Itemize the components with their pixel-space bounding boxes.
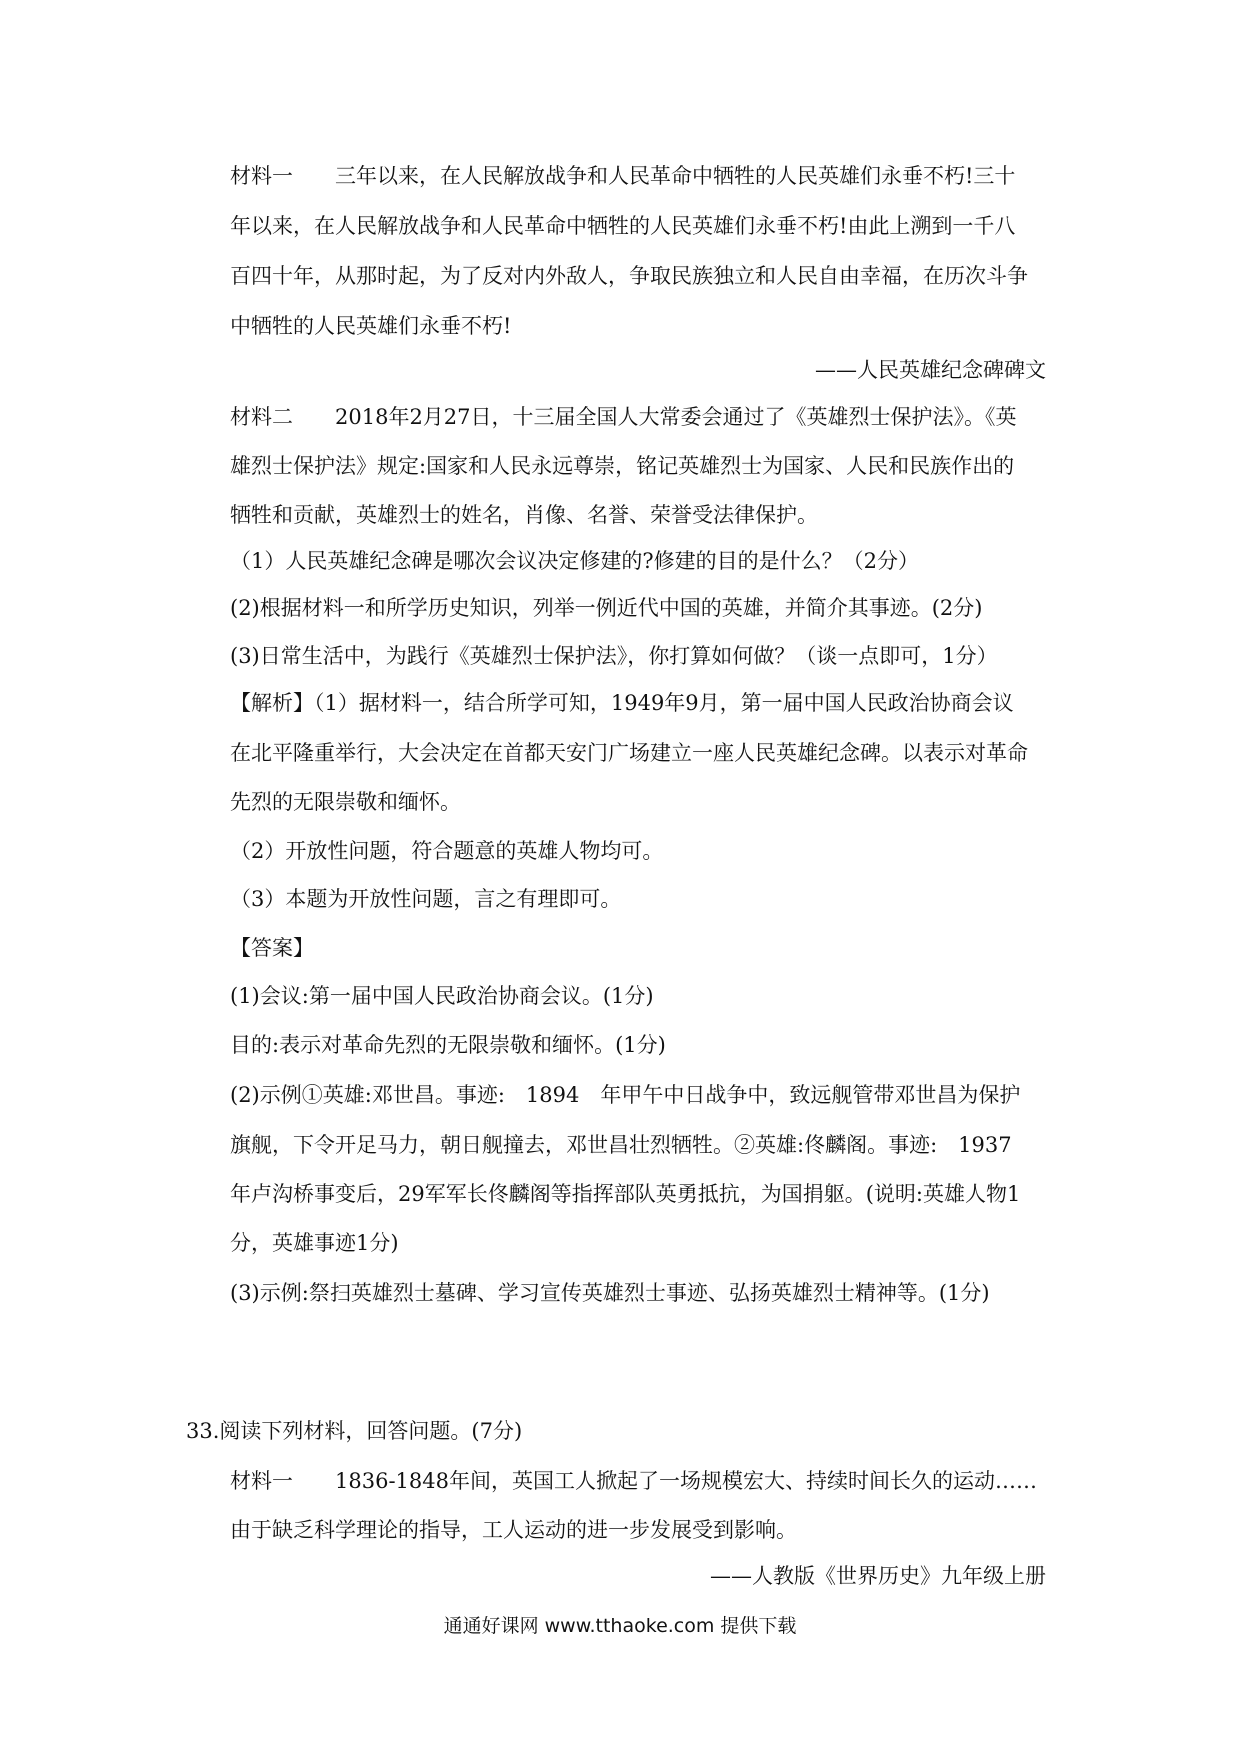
q32-answer-line-5: 年卢沟桥事变后，29军军长佟麟阁等指挥部队英勇抵抗，为国捐躯。(说明:英雄人物1: [230, 1182, 1021, 1206]
q32-answer-line-3: (2)示例①英雄:邓世昌。事迹: 1894 年甲午中日战争中，致远舰管带邓世昌为保护: [230, 1083, 1021, 1107]
q32-subquestion-2: (2)根据材料一和所学历史知识，列举一例近代中国的英雄，并简介其事迹。(2分): [230, 596, 983, 620]
q32-analysis-line-4: （2）开放性问题，符合题意的英雄人物均可。: [230, 839, 664, 863]
q32-answer-line-2: 目的:表示对革命先烈的无限崇敬和缅怀。(1分): [230, 1033, 666, 1057]
q32-material2-line-1: 材料二 2018年2月27日，十三届全国人大常委会通过了《英雄烈士保护法》。《英: [230, 405, 1017, 429]
q32-material1-source: ——人民英雄纪念碑碑文: [815, 358, 1046, 382]
q33-title: 33.阅读下列材料，回答问题。(7分): [186, 1419, 523, 1443]
q32-material2-line-3: 牺牲和贡献，英雄烈士的姓名，肖像、名誉、荣誉受法律保护。: [230, 503, 818, 527]
q32-answer-line-1: (1)会议:第一届中国人民政治协商会议。(1分): [230, 984, 654, 1008]
q33-material1-source: ——人教版《世界历史》九年级上册: [710, 1564, 1046, 1588]
q32-analysis-line-2: 在北平隆重举行，大会决定在首都天安门广场建立一座人民英雄纪念碑。以表示对革命: [230, 741, 1028, 765]
q32-answer-heading: 【答案】: [230, 936, 314, 960]
page-footer: 通通好课网 www.tthaoke.com 提供下载: [443, 1615, 797, 1637]
q32-material1-line-3: 百四十年，从那时起，为了反对内外敌人，争取民族独立和人民自由幸福，在历次斗争: [230, 264, 1028, 288]
q32-answer-line-4: 旗舰，下令开足马力，朝日舰撞去，邓世昌壮烈牺牲。②英雄:佟麟阁。事迹: 1937: [230, 1133, 1012, 1157]
q32-subquestion-1: （1）人民英雄纪念碑是哪次会议决定修建的?修建的目的是什么？（2分）: [230, 549, 919, 573]
q32-material2-line-2: 雄烈士保护法》规定:国家和人民永远尊崇，铭记英雄烈士为国家、人民和民族作出的: [230, 454, 1015, 478]
q32-material1-line-2: 年以来，在人民解放战争和人民革命中牺牲的人民英雄们永垂不朽!由此上溯到一千八: [230, 214, 1016, 238]
q32-material1-line-4: 中牺牲的人民英雄们永垂不朽!: [230, 314, 512, 338]
q32-answer-line-7: (3)示例:祭扫英雄烈士墓碑、学习宣传英雄烈士事迹、弘扬英雄烈士精神等。(1分): [230, 1281, 990, 1305]
q32-analysis-line-3: 先烈的无限崇敬和缅怀。: [230, 790, 461, 814]
q33-material1-line-1: 材料一 1836-1848年间，英国工人掀起了一场规模宏大、持续时间长久的运动……: [230, 1469, 1037, 1493]
q32-subquestion-3: (3)日常生活中，为践行《英雄烈士保护法》，你打算如何做？（谈一点即可，1分）: [230, 644, 998, 668]
q32-answer-line-6: 分，英雄事迹1分): [230, 1231, 399, 1255]
q32-analysis-line-1: 【解析】（1）据材料一，结合所学可知，1949年9月，第一届中国人民政治协商会议: [230, 691, 1014, 715]
q32-material1-line-1: 材料一 三年以来，在人民解放战争和人民革命中牺牲的人民英雄们永垂不朽!三十: [230, 164, 1016, 188]
q33-material1-line-2: 由于缺乏科学理论的指导，工人运动的进一步发展受到影响。: [230, 1518, 797, 1542]
q32-analysis-line-5: （3）本题为开放性问题，言之有理即可。: [230, 887, 622, 911]
